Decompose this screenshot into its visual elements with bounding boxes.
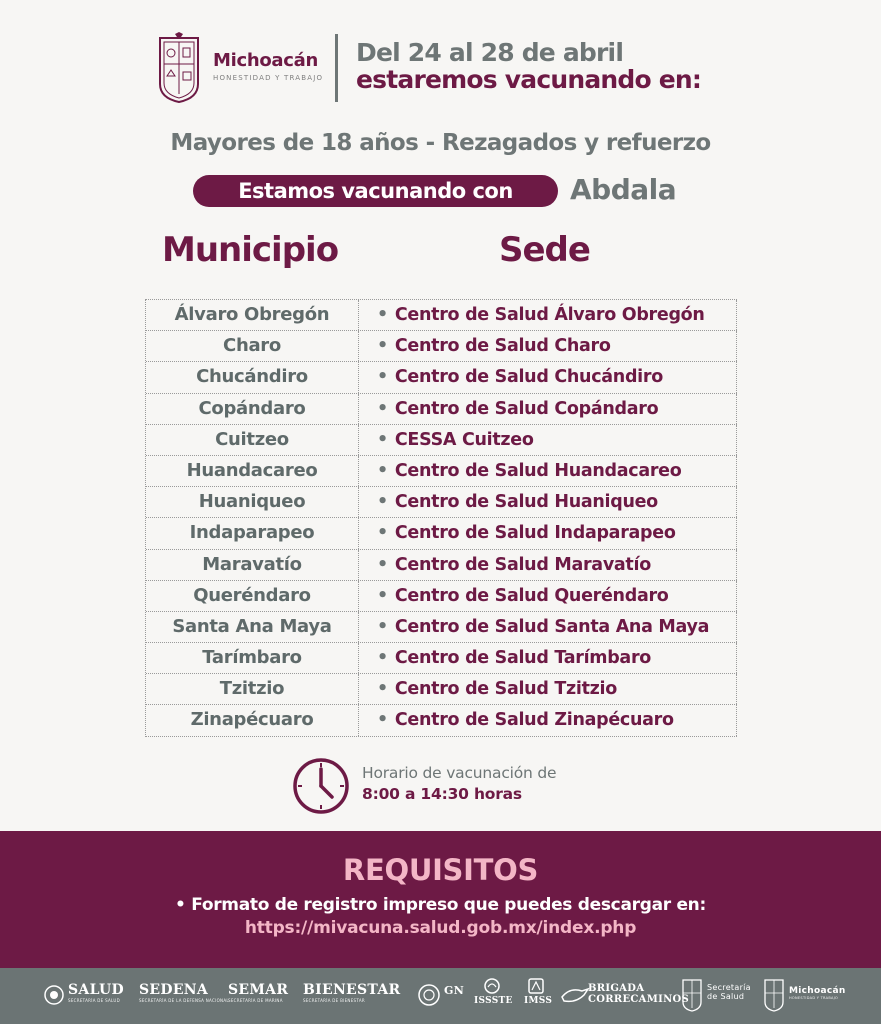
bullet-icon: • [377, 336, 388, 357]
sede-label: Centro de Salud Queréndaro [394, 585, 669, 606]
brand [213, 50, 323, 82]
logo-salud: SALUD SECRETARÍA DE SALUD [68, 982, 124, 1003]
sede-label: Centro de Salud Tarímbaro [394, 648, 651, 669]
bullet-icon: • [377, 554, 388, 575]
sede-cell [359, 394, 737, 424]
gn-seal-icon [418, 984, 440, 1006]
brand-tagline: HONESTIDAD Y TRABAJO [213, 74, 324, 82]
sede-cell [359, 456, 737, 486]
table-row [146, 550, 737, 581]
header-divider [335, 34, 338, 102]
sede-label: Centro de Salud Santa Ana Maya [394, 616, 710, 637]
date-range: Del 24 al 28 de abril [356, 38, 624, 67]
michoacan-footer-shield-icon [764, 978, 784, 1012]
header-dates [356, 38, 701, 94]
sede-cell [359, 300, 737, 330]
requirements-title: REQUISITOS [342, 853, 539, 887]
sede-label: Centro de Salud Maravatío [394, 554, 651, 575]
sede-label: Centro de Salud Indaparapeo [394, 523, 676, 544]
bullet-icon: • [377, 710, 388, 731]
secretaria-shield-icon [682, 978, 702, 1012]
table-row [146, 581, 737, 612]
sede-label: Centro de Salud Huandacareo [394, 460, 682, 481]
table-row [146, 331, 737, 362]
municipio-cell: Tzitzio [146, 674, 359, 704]
sede-label: Centro de Salud Copándaro [394, 398, 659, 419]
bullet-icon: • [377, 523, 388, 544]
table-row [146, 487, 737, 518]
requirements-band [0, 831, 881, 968]
municipio-cell: Álvaro Obregón [146, 300, 359, 330]
footer-logos [0, 968, 881, 1024]
brigada-bird-icon [560, 983, 590, 1007]
municipio-cell: Charo [146, 331, 359, 361]
table-row [146, 612, 737, 643]
logo-semar: SEMAR SECRETARÍA DE MARINA [228, 982, 289, 1003]
sede-cell [359, 518, 737, 548]
municipio-cell: Chucándiro [146, 362, 359, 392]
vaccine-name: Abdala [570, 173, 677, 206]
sede-cell [359, 331, 737, 361]
municipio-cell: Copándaro [146, 394, 359, 424]
sede-cell [359, 581, 737, 611]
bullet-icon: • [377, 585, 388, 606]
bullet-icon: • [377, 460, 388, 481]
michoacan-shield-icon [157, 32, 201, 104]
municipio-cell: Zinapécuaro [146, 705, 359, 735]
sede-label: CESSA Cuitzeo [394, 429, 534, 450]
sede-cell [359, 425, 737, 455]
sede-label: Centro de Salud Zinapécuaro [394, 710, 674, 731]
sede-label: Centro de Salud Tzitzio [394, 679, 617, 700]
registration-link[interactable]: https://mivacuna.salud.gob.mx/index.php [244, 918, 637, 938]
vaccine-pill: Estamos vacunando con [193, 175, 558, 207]
salud-seal-icon [44, 985, 64, 1005]
sede-cell [359, 362, 737, 392]
logo-gn: GN [444, 984, 465, 997]
bullet-icon: • [377, 367, 388, 388]
audience-subtitle: Mayores de 18 años - Rezagados y refuerzo [170, 130, 711, 156]
logo-issste: ISSSTE [474, 996, 513, 1006]
table-row [146, 456, 737, 487]
sede-cell [359, 612, 737, 642]
table-row [146, 425, 737, 456]
municipio-cell: Maravatío [146, 550, 359, 580]
table-row [146, 643, 737, 674]
header [152, 28, 752, 108]
column-header-sede: Sede [499, 230, 590, 270]
logo-brigada: BRIGADA CORRECAMINOS [588, 983, 690, 1005]
sede-label: Centro de Salud Huaniqueo [394, 492, 658, 513]
bullet-icon: • [377, 648, 388, 669]
bullet-icon: • [377, 429, 388, 450]
sede-cell [359, 487, 737, 517]
bullet-icon: • [377, 398, 388, 419]
bullet-icon: • [377, 679, 388, 700]
schedule [362, 764, 556, 803]
table-row [146, 300, 737, 331]
sede-cell [359, 674, 737, 704]
clock-icon [292, 757, 350, 815]
municipio-cell: Indaparapeo [146, 518, 359, 548]
municipio-cell: Tarímbaro [146, 643, 359, 673]
table-row [146, 705, 737, 736]
sede-label: Centro de Salud Álvaro Obregón [394, 305, 705, 325]
logo-imss: IMSS [524, 996, 553, 1006]
bullet-icon: • [377, 305, 388, 325]
bullet-icon: • [377, 492, 388, 513]
logo-bienestar: BIENESTAR SECRETARÍA DE BIENESTAR [303, 982, 401, 1003]
schedule-hours: 8:00 a 14:30 horas [362, 785, 522, 803]
municipio-cell: Cuitzeo [146, 425, 359, 455]
sede-label: Centro de Salud Chucándiro [394, 367, 663, 388]
logo-secretaria-salud: Secretaría de Salud [707, 983, 751, 1001]
bullet-icon: • [377, 616, 388, 637]
headline: estaremos vacunando en: [356, 65, 702, 94]
locations-table [145, 299, 737, 737]
municipio-cell: Huandacareo [146, 456, 359, 486]
municipio-cell: Queréndaro [146, 581, 359, 611]
table-row [146, 518, 737, 549]
sede-cell [359, 643, 737, 673]
sede-cell [359, 705, 737, 735]
column-header-municipio: Municipio [162, 230, 339, 270]
sede-cell [359, 550, 737, 580]
table-row [146, 362, 737, 393]
sede-label: Centro de Salud Charo [394, 336, 611, 357]
issste-emblem-icon [484, 978, 500, 994]
table-row [146, 394, 737, 425]
municipio-cell: Huaniqueo [146, 487, 359, 517]
municipio-cell: Santa Ana Maya [146, 612, 359, 642]
logo-michoacan: Michoacán HONESTIDAD Y TRABAJO [789, 986, 846, 1000]
logo-sedena: SEDENA SECRETARÍA DE LA DEFENSA NACIONAL [139, 982, 229, 1003]
imss-emblem-icon [528, 978, 544, 994]
table-row [146, 674, 737, 705]
vaccine-row [193, 173, 713, 209]
schedule-label: Horario de vacunación de [362, 764, 557, 782]
requirements-text: • Formato de registro impreso que puedes descargar en: [175, 895, 706, 915]
brand-name: Michoacán [213, 50, 319, 71]
